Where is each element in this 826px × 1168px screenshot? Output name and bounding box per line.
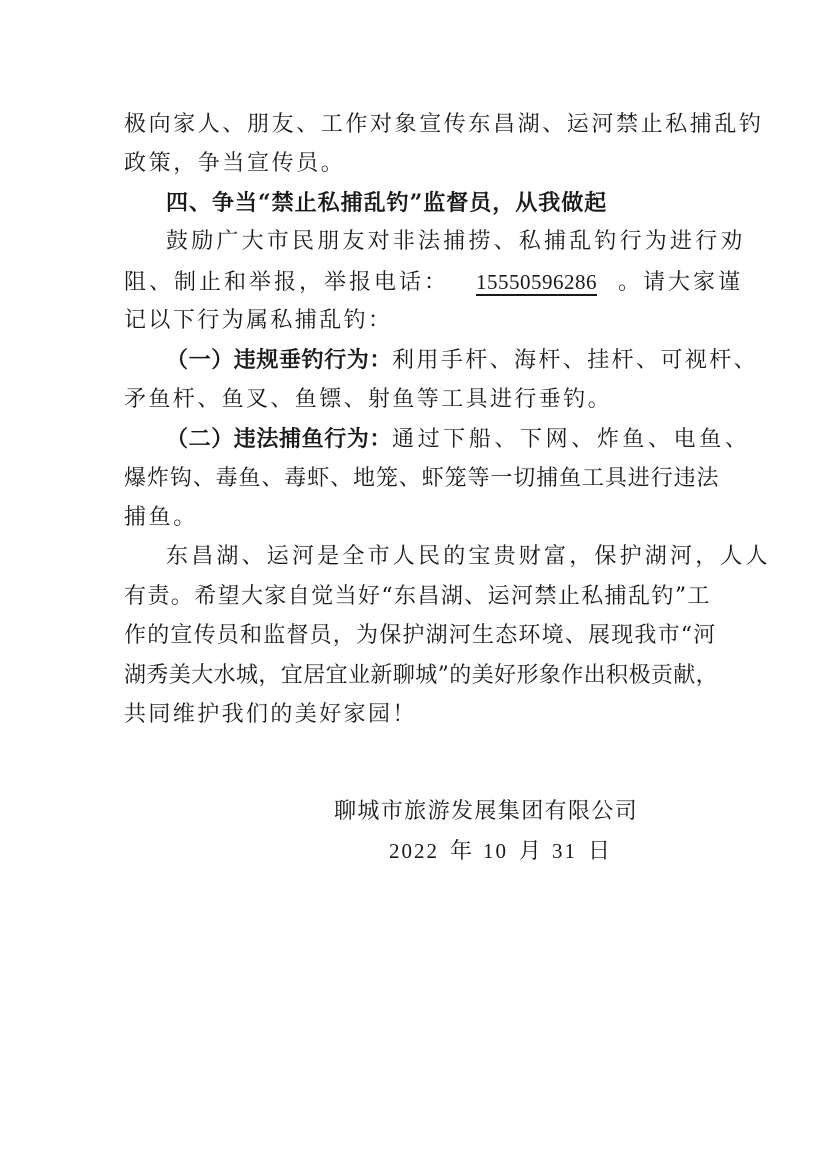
section4-heading-text: 四、争当“禁止私捕乱钓”监督员，从我做起 <box>166 190 608 216</box>
item2-line2-text: 爆炸钩、毒鱼、毒虾、地笼、虾笼等一切捕鱼工具进行违法 <box>124 466 720 491</box>
date-month-unit: 月 <box>519 839 542 864</box>
item1-line1 <box>166 345 758 376</box>
date-year-unit: 年 <box>450 839 473 864</box>
p2-line1 <box>166 227 746 257</box>
p1-line2 <box>124 149 345 179</box>
p1-line1-text: 极向家人、朋友、工作对象宣传东昌湖、运河禁止私捕乱钓 <box>124 112 764 137</box>
p2-line2-pre: 阻、制止和举报，举报电话： <box>124 270 450 295</box>
item1-line2 <box>124 385 612 415</box>
p3-line4 <box>124 661 718 691</box>
date-month: 10 <box>483 839 509 863</box>
p1-line2-text: 政策，争当宣传员。 <box>124 151 346 176</box>
p3-line5-text: 共同维护我们的美好家园！ <box>124 702 417 727</box>
signature-date <box>389 836 610 867</box>
item2-line2 <box>124 464 719 494</box>
section4-heading <box>166 188 607 218</box>
item2-label: （二）违法捕鱼行为： <box>166 426 393 452</box>
item2-line3 <box>124 503 198 533</box>
item2-line3-text: 捕鱼。 <box>124 505 198 530</box>
p2-line2 <box>124 267 743 298</box>
date-year: 2022 <box>389 839 439 863</box>
signature-organization <box>334 797 638 827</box>
item1-label: （一）违规垂钓行为： <box>166 347 393 373</box>
organization-name: 聊城市旅游发展集团有限公司 <box>334 799 639 824</box>
p2-line3-text: 记以下行为属私捕乱钓： <box>124 308 393 333</box>
date-day-unit: 日 <box>588 839 611 864</box>
p3-line5 <box>124 700 417 730</box>
date-day: 31 <box>552 839 578 863</box>
p2-line1-text: 鼓励广大市民朋友对非法捕捞、私捕乱钓行为进行劝 <box>166 229 746 254</box>
p3-line1 <box>166 542 771 572</box>
item2-line1 <box>166 424 750 455</box>
item1-line2-text: 矛鱼杆、鱼叉、鱼镖、射鱼等工具进行垂钓。 <box>124 387 613 412</box>
p3-line2 <box>124 582 711 612</box>
item2-line1-rest: 通过下船、下网、炸鱼、电鱼、 <box>392 427 751 452</box>
p3-line1-text: 东昌湖、运河是全市人民的宝贵财富，保护湖河，人人 <box>166 544 771 569</box>
p1-line1 <box>124 110 764 140</box>
p3-line2-text: 有责。希望大家自觉当好“东昌湖、运河禁止私捕乱钓”工 <box>124 584 711 609</box>
p2-line3 <box>124 306 392 336</box>
item1-line1-rest: 利用手杆、海杆、挂杆、可视杆、 <box>392 348 759 373</box>
p3-line4-text: 湖秀美大水城，宜居宜业新聊城”的美好形象作出积极贡献， <box>124 663 719 688</box>
p2-line2-post: 。请大家谨 <box>618 270 744 295</box>
report-phone-number: 15550596286 <box>476 270 598 294</box>
p3-line3-text: 作的宣传员和监督员，为保护湖河生态环境、展现我市“河 <box>124 623 717 648</box>
p3-line3 <box>124 621 716 651</box>
